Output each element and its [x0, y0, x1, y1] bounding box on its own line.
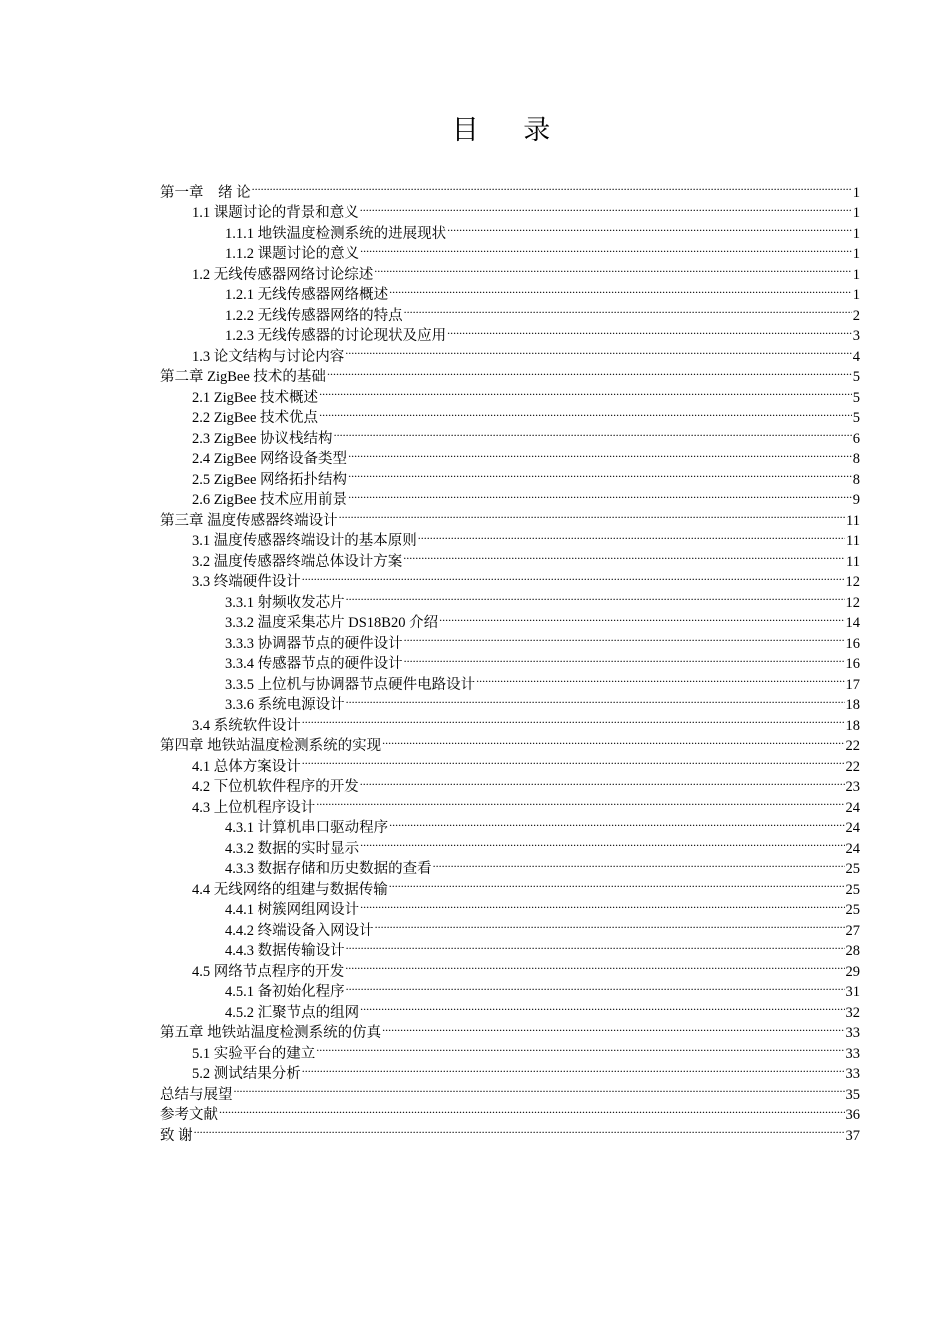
- toc-entry-title: 4.4.2 终端设备入网设计: [225, 922, 374, 939]
- toc-entry[interactable]: [160, 1119, 860, 1144]
- toc-entry-page: 5: [852, 369, 860, 385]
- toc-entry-page: 2: [852, 307, 860, 324]
- toc-entry-page: 32: [845, 1004, 860, 1021]
- toc-entry-page: 31: [845, 984, 860, 1000]
- toc-entry-page: 5: [852, 410, 860, 426]
- toc-entry-title: 4.4.1 树簇网组网设计: [225, 902, 360, 918]
- dot-leader: [346, 586, 845, 607]
- toc-entry-title: 1.2.2 无线传感器网络的特点: [225, 307, 403, 324]
- toc-entry-page: 16: [845, 635, 860, 652]
- toc-entry[interactable]: [160, 197, 860, 221]
- toc-entry-page: 12: [845, 574, 860, 590]
- dot-leader: [327, 361, 852, 382]
- toc-entry-page: 14: [845, 615, 860, 631]
- toc-entry-title: 4.5.1 备初始化程序: [225, 984, 345, 1000]
- toc-entry-title: 参考文献: [160, 1107, 218, 1123]
- toc-entry-page: 25: [845, 902, 860, 918]
- dot-leader: [348, 443, 852, 464]
- toc-entry-page: 12: [845, 594, 860, 611]
- dot-leader: [403, 545, 845, 566]
- dot-leader: [447, 320, 852, 341]
- toc-entry-page: 1: [852, 225, 860, 242]
- toc-entry[interactable]: [160, 1078, 860, 1103]
- toc-entry-page: 1: [852, 266, 860, 283]
- dot-leader: [252, 176, 852, 197]
- toc-entry-page: 1: [852, 184, 860, 201]
- toc-entry-title: 第五章 地铁站温度检测系统的仿真: [160, 1025, 382, 1041]
- dot-leader: [348, 463, 852, 484]
- toc-entry-page: 28: [845, 943, 860, 959]
- dot-leader: [302, 709, 845, 730]
- toc-entry-page: 22: [845, 738, 860, 754]
- dot-leader: [302, 566, 845, 587]
- dot-leader: [234, 1078, 845, 1099]
- toc-entry-title: 4.2 下位机软件程序的开发: [192, 779, 359, 795]
- toc-entry-title: 3.2 温度传感器终端总体设计方案: [192, 553, 403, 570]
- dot-leader: [389, 873, 845, 894]
- dot-leader: [345, 340, 852, 361]
- toc-entry-title: 2.1 ZigBee 技术概述: [192, 389, 319, 406]
- toc-entry-title: 3.1 温度传感器终端设计的基本原则: [192, 533, 417, 549]
- dot-leader: [334, 422, 852, 443]
- toc-entry-page: 8: [852, 471, 860, 488]
- dot-leader: [382, 730, 844, 751]
- toc-entry-page: 29: [845, 963, 860, 980]
- dot-leader: [316, 791, 844, 812]
- toc-entry-title: 4.3 上位机程序设计: [192, 799, 316, 816]
- dot-leader: [360, 238, 852, 259]
- toc-entry-title: 致 谢: [160, 1127, 193, 1144]
- dot-leader: [360, 832, 844, 853]
- toc-entry-page: 3: [852, 328, 860, 344]
- dot-leader: [302, 1058, 845, 1079]
- toc-entry-title: 3.3 终端硬件设计: [192, 574, 301, 590]
- toc-entry-page: 35: [845, 1086, 860, 1103]
- dot-leader: [439, 607, 844, 628]
- toc-entry-title: 第四章 地铁站温度检测系统的实现: [160, 738, 382, 754]
- dot-leader: [319, 381, 852, 402]
- dot-leader: [339, 504, 845, 525]
- toc-entry-title: 4.1 总体方案设计: [192, 758, 301, 775]
- dot-leader: [348, 484, 852, 505]
- dot-leader: [375, 914, 845, 935]
- toc-entry-title: 1.2 无线传感器网络讨论综述: [192, 266, 374, 283]
- toc-entry-page: 25: [845, 861, 860, 877]
- dot-leader: [404, 648, 845, 669]
- toc-entry-title: 2.4 ZigBee 网络设备类型: [192, 451, 348, 467]
- toc-entry-title: 5.2 测试结果分析: [192, 1066, 301, 1082]
- toc-entry-title: 1.1.2 课题讨论的意义: [225, 246, 360, 262]
- toc-entry-title: 4.4 无线网络的组建与数据传输: [192, 881, 388, 898]
- toc-entry-title: 4.4.3 数据传输设计: [225, 943, 345, 959]
- dot-leader: [360, 996, 844, 1017]
- toc-entry-page: 18: [845, 717, 860, 734]
- toc-entry-title: 1.2.1 无线传感器网络概述: [225, 287, 389, 303]
- toc-entry-title: 1.1 课题讨论的背景和意义: [192, 205, 359, 221]
- toc-entry-page: 9: [852, 492, 860, 508]
- toc-entry-page: 25: [845, 881, 860, 898]
- toc-entry-page: 17: [845, 676, 860, 693]
- dot-leader: [346, 976, 845, 997]
- toc-entry-page: 8: [852, 451, 860, 467]
- toc-entry-title: 2.5 ZigBee 网络拓扑结构: [192, 471, 348, 488]
- dot-leader: [360, 197, 852, 218]
- dot-leader: [302, 750, 845, 771]
- toc-entry-page: 37: [845, 1127, 860, 1144]
- toc-entry-page: 11: [846, 512, 860, 529]
- toc-entry-title: 3.3.1 射频收发芯片: [225, 594, 345, 611]
- toc-entry[interactable]: [160, 1099, 860, 1123]
- dot-leader: [389, 812, 844, 833]
- toc-entry-page: 6: [852, 430, 860, 447]
- dot-leader: [194, 1119, 845, 1140]
- toc-entry-page: 5: [852, 389, 860, 406]
- toc-list: [160, 176, 860, 1144]
- toc-entry-title: 1.2.3 无线传感器的讨论现状及应用: [225, 328, 447, 344]
- toc-entry-title: 第二章 ZigBee 技术的基础: [160, 369, 326, 385]
- dot-leader: [346, 689, 845, 710]
- dot-leader: [360, 894, 844, 915]
- toc-entry-page: 1: [852, 287, 860, 303]
- toc-entry-title: 4.5 网络节点程序的开发: [192, 963, 345, 980]
- dot-leader: [382, 1017, 844, 1038]
- toc-entry-title: 3.3.4 传感器节点的硬件设计: [225, 656, 403, 672]
- toc-entry-title: 4.3.1 计算机串口驱动程序: [225, 820, 389, 836]
- toc-entry-page: 24: [845, 840, 860, 857]
- toc-entry-title: 4.5.2 汇聚节点的组网: [225, 1004, 360, 1021]
- toc-entry-page: 18: [845, 697, 860, 713]
- toc-entry-title: 1.3 论文结构与讨论内容: [192, 348, 345, 365]
- toc-entry-page: 27: [845, 922, 860, 939]
- toc-entry-page: 1: [852, 246, 860, 262]
- dot-leader: [374, 258, 852, 279]
- toc-entry-title: 4.3.2 数据的实时显示: [225, 840, 360, 857]
- dot-leader: [476, 668, 844, 689]
- dot-leader: [418, 525, 845, 546]
- toc-entry-page: 24: [845, 799, 860, 816]
- toc-entry-title: 3.3.2 温度采集芯片 DS18B20 介绍: [225, 615, 439, 631]
- toc-entry-page: 33: [845, 1066, 860, 1082]
- dot-leader: [389, 279, 852, 300]
- toc-entry-page: 4: [852, 348, 860, 365]
- toc-entry-title: 5.1 实验平台的建立: [192, 1045, 316, 1062]
- dot-leader: [360, 771, 845, 792]
- toc-entry-title: 2.6 ZigBee 技术应用前景: [192, 492, 348, 508]
- dot-leader: [316, 1037, 844, 1058]
- toc-entry-title: 4.3.3 数据存储和历史数据的查看: [225, 861, 432, 877]
- toc-entry-page: 11: [846, 533, 860, 549]
- toc-entry-title: 1.1.1 地铁温度检测系统的进展现状: [225, 225, 447, 242]
- toc-entry-title: 2.3 ZigBee 协议栈结构: [192, 430, 333, 447]
- dot-leader: [404, 299, 852, 320]
- dot-leader: [346, 935, 845, 956]
- toc-entry-page: 11: [846, 553, 860, 570]
- toc-entry-title: 第一章 绪 论: [160, 184, 251, 201]
- page-title: 目 录: [451, 115, 569, 146]
- toc-entry-title: 第三章 温度传感器终端设计: [160, 512, 338, 529]
- dot-leader: [219, 1099, 845, 1120]
- toc-entry-title: 总结与展望: [160, 1086, 233, 1103]
- toc-entry-page: 1: [852, 205, 860, 221]
- dot-leader: [319, 402, 852, 423]
- toc-entry-title: 3.4 系统软件设计: [192, 717, 301, 734]
- toc-entry-title: 2.2 ZigBee 技术优点: [192, 410, 319, 426]
- toc-entry[interactable]: [160, 176, 860, 201]
- toc-entry-page: 33: [845, 1025, 860, 1041]
- toc-entry-title: 3.3.5 上位机与协调器节点硬件电路设计: [225, 676, 476, 693]
- dot-leader: [404, 627, 845, 648]
- toc-entry-page: 36: [845, 1107, 860, 1123]
- toc-entry-page: 22: [845, 758, 860, 775]
- toc-entry-title: 3.3.3 协调器节点的硬件设计: [225, 635, 403, 652]
- toc-entry-page: 16: [845, 656, 860, 672]
- toc-entry-page: 33: [845, 1045, 860, 1062]
- dot-leader: [433, 853, 845, 874]
- toc-entry-title: 3.3.6 系统电源设计: [225, 697, 345, 713]
- dot-leader: [345, 955, 844, 976]
- dot-leader: [447, 217, 852, 238]
- toc-entry-page: 23: [845, 779, 860, 795]
- toc-entry-page: 24: [845, 820, 860, 836]
